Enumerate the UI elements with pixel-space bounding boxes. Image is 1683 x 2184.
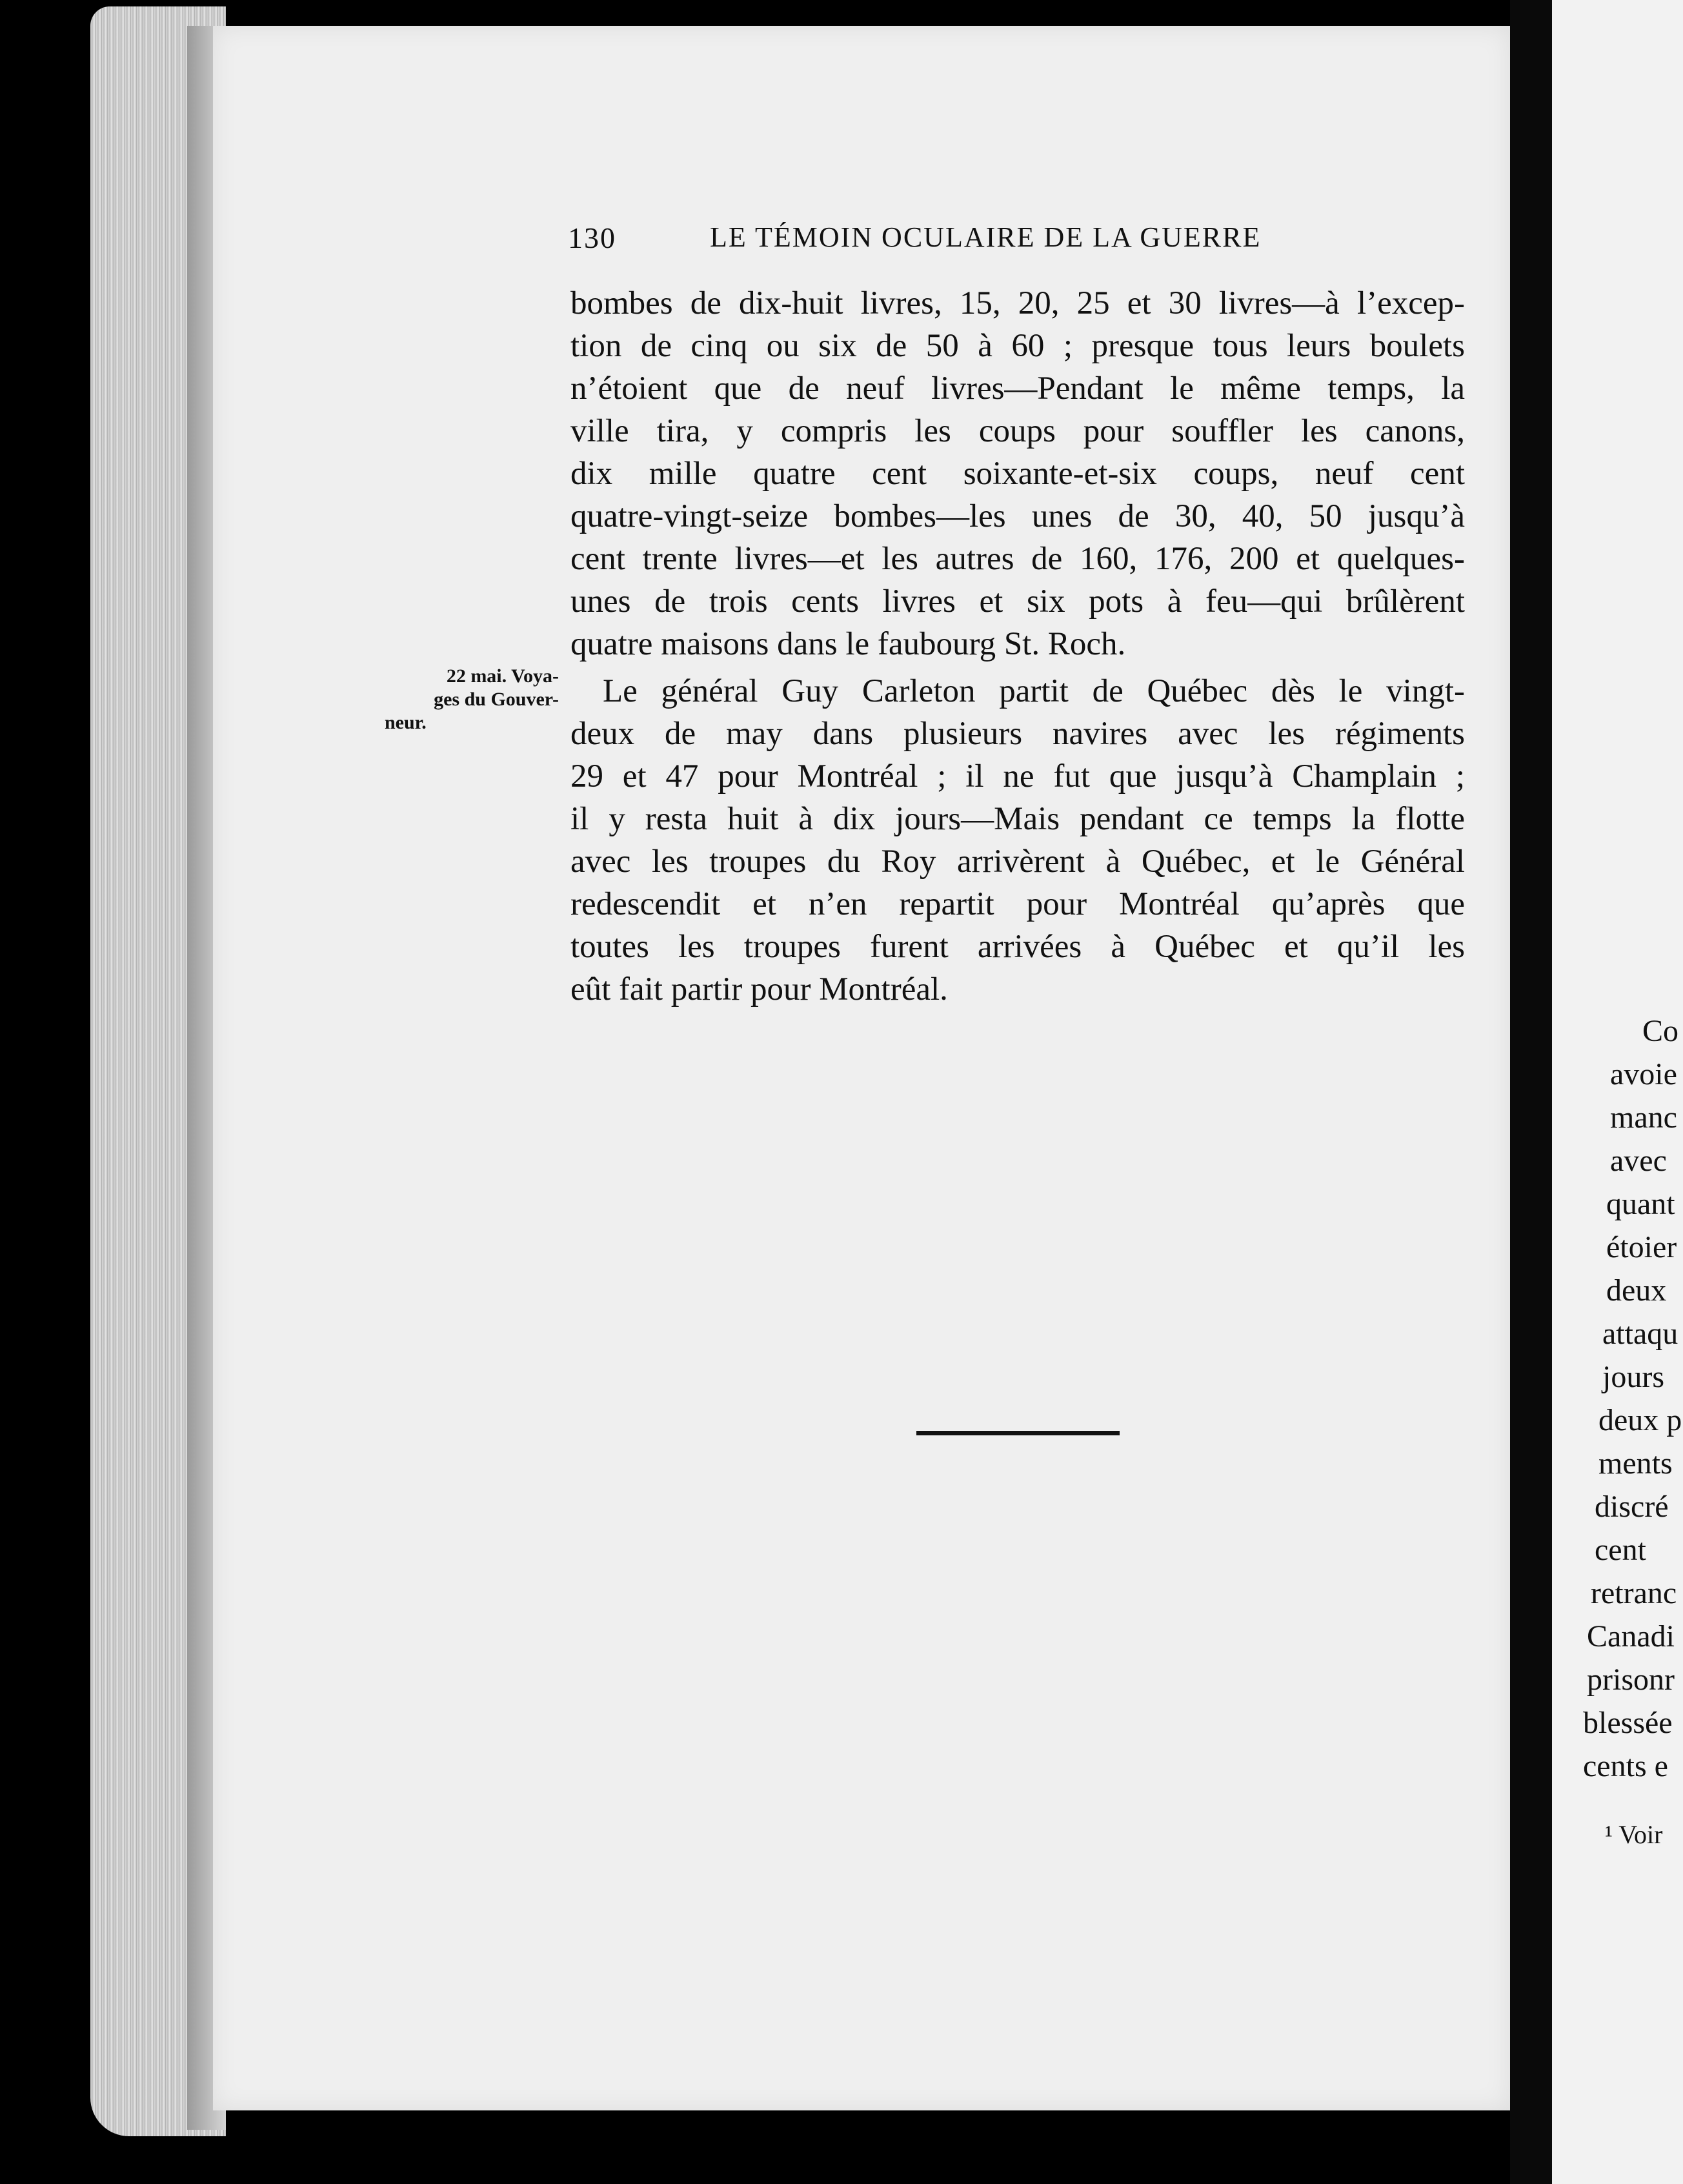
gutter <box>1510 0 1555 2184</box>
right-page-line: manc <box>1610 1100 1677 1135</box>
body-line: deux de may dans plusieurs navires avec les régiments <box>570 716 1465 752</box>
right-page-line: avec <box>1610 1144 1667 1178</box>
body-line: il y resta huit à dix jours—Mais pendant ce temps la flotte <box>570 801 1465 837</box>
right-page-line: retranc <box>1591 1576 1677 1610</box>
right-page-line: attaqu <box>1602 1317 1678 1351</box>
body-line: toutes les troupes furent arrivées à Québec et qu’il les <box>570 929 1465 965</box>
right-page-line: Co <box>1642 1014 1679 1048</box>
body-line: ville tira, y compris les coups pour souffler les canons, <box>570 413 1465 449</box>
right-page-footnote: ¹ Voir <box>1605 1820 1663 1849</box>
right-page-line: deux p <box>1598 1403 1682 1437</box>
right-page <box>1552 0 1683 2184</box>
body-line: tion de cinq ou six de 50 à 60 ; presque tous leurs boulets <box>570 328 1465 364</box>
body-line: bombes de dix-huit livres, 15, 20, 25 et 30 livres—à l’excep- <box>570 285 1465 321</box>
body-line: dix mille quatre cent soixante-et-six coups, neuf cent <box>570 456 1465 492</box>
body-line: eût fait partir pour Montréal. <box>570 971 948 1007</box>
right-page-line: cent <box>1595 1533 1646 1567</box>
margin-note-line: neur. <box>385 712 427 733</box>
right-page-line: cents e <box>1583 1749 1668 1783</box>
body-line: avec les troupes du Roy arrivèrent à Québec, et le Général <box>570 844 1465 880</box>
right-page-line: quant <box>1606 1187 1675 1221</box>
margin-note-line: 22 mai. Voya- <box>446 665 559 687</box>
right-page-line: ments <box>1598 1446 1673 1481</box>
right-page-line: étoier <box>1606 1230 1677 1264</box>
body-line: redescendit et n’en repartit pour Montréal qu’après que <box>570 886 1465 922</box>
running-head <box>568 221 1310 259</box>
body-line: quatre-vingt-seize bombes—les unes de 30, 40, 50 jusqu’à <box>570 498 1465 534</box>
right-page-line: deux <box>1606 1273 1667 1308</box>
header-title: LE TÉMOIN OCULAIRE DE LA GUERRE <box>710 221 1262 253</box>
end-rule <box>916 1431 1120 1435</box>
margin-note-line: ges du Gouver- <box>434 689 559 710</box>
page-number: 130 <box>568 221 616 254</box>
body-line: unes de trois cents livres et six pots à feu—qui brûlèrent <box>570 583 1465 620</box>
right-page-line: prisonr <box>1587 1663 1675 1697</box>
right-page-line: blessée <box>1583 1706 1673 1740</box>
right-page-line: Canadi <box>1587 1619 1675 1653</box>
right-page-line: discré <box>1595 1490 1669 1524</box>
body-line: Le général Guy Carleton partit de Québec dès le vingt- <box>603 673 1465 709</box>
body-line: 29 et 47 pour Montréal ; il ne fut que jusqu’à Champlain ; <box>570 758 1465 794</box>
body-line: quatre maisons dans le faubourg St. Roch. <box>570 626 1126 662</box>
right-page-line: jours <box>1602 1360 1664 1394</box>
body-line: n’étoient que de neuf livres—Pendant le même temps, la <box>570 370 1465 407</box>
right-page-line: avoie <box>1610 1057 1677 1091</box>
body-line: cent trente livres—et les autres de 160, 176, 200 et quelques- <box>570 541 1465 577</box>
margin-note <box>385 665 559 734</box>
